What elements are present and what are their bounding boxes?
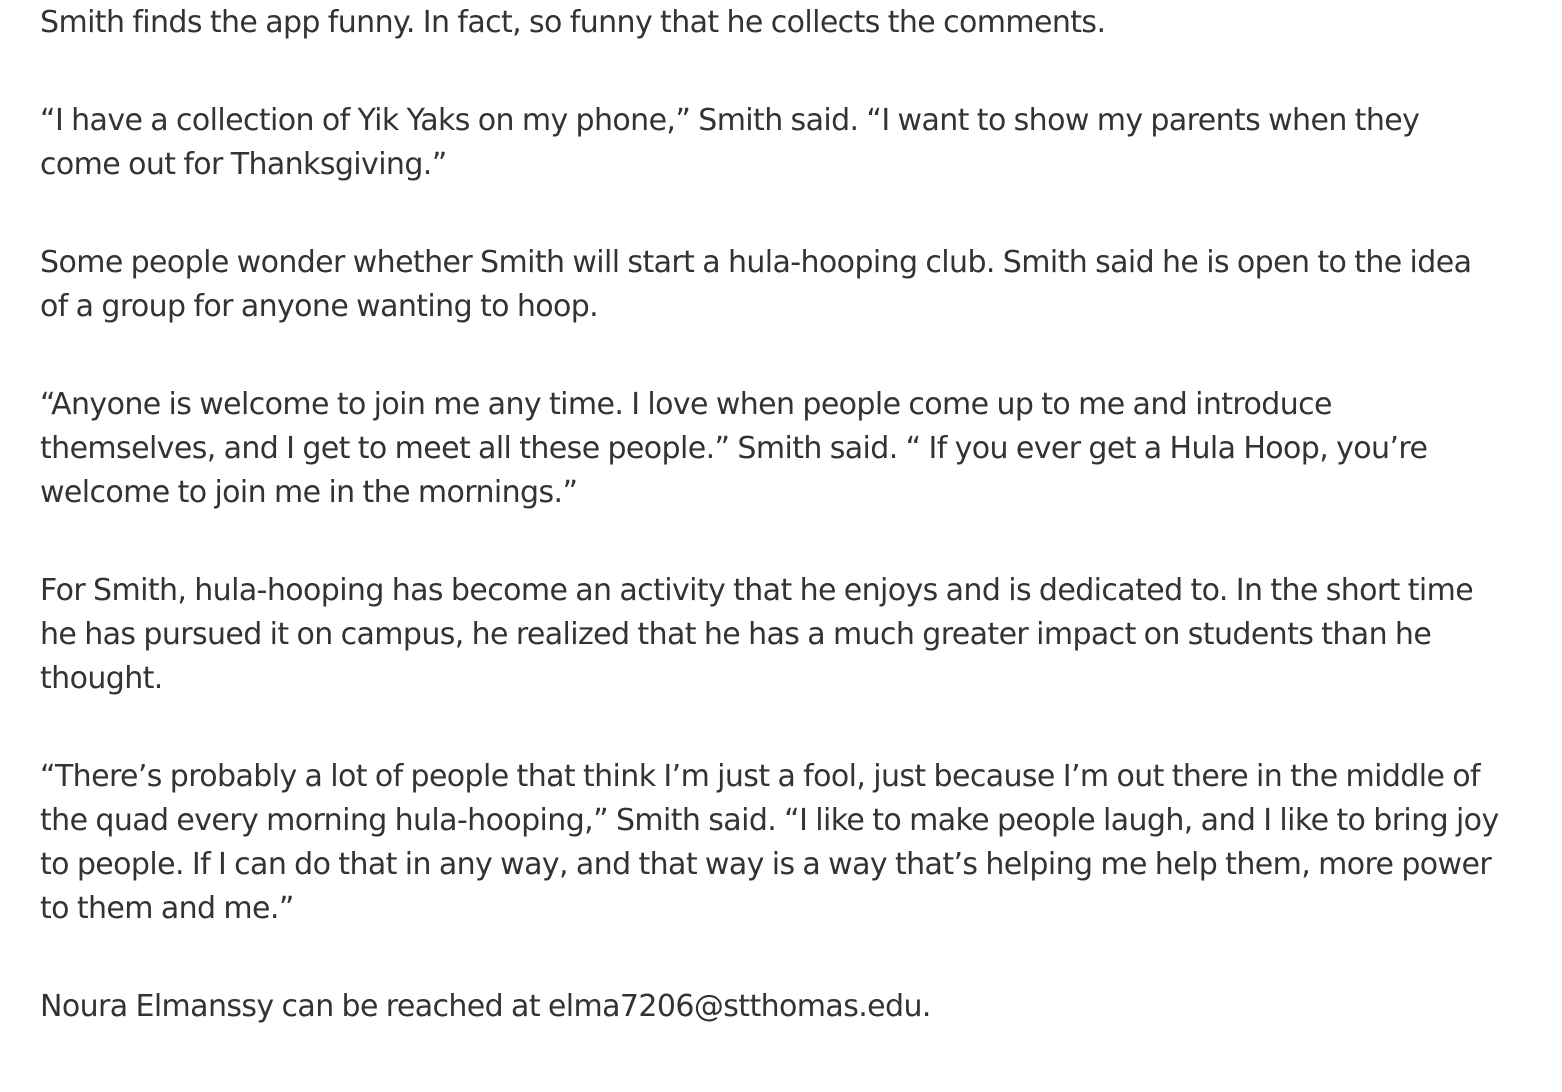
paragraph-app-funny: Smith finds the app funny. In fact, so funny that he collects the comments. (40, 5, 1106, 40)
paragraph-hula-club: Some people wonder whether Smith will start a hula-hooping club. Smith said he is open to the idea of a group for anyone wanting to hoop. (40, 245, 1472, 324)
paragraph-yik-yak-quote: “I have a collection of Yik Yaks on my phone,” Smith said. “I want to show my parents when they come out for Thanksgiving.” (40, 103, 1420, 182)
paragraph-impact: For Smith, hula-hooping has become an activity that he enjoys and is dedicated to. In the short time he has pursued it on campus, he realized that he has a much greater impact on students than he thought. (40, 573, 1474, 696)
paragraph-joy-quote: “There’s probably a lot of people that think I’m just a fool, just because I’m out there in the middle of the quad every morning hula-hooping,” Smith said. “I like to make people laugh, and I like to bring joy to people. If I can do that in any way, and that way is a way that’s helping me help them, more power to them and me.” (40, 759, 1499, 926)
author-contact: Noura Elmanssy can be reached at elma7206@stthomas.edu. (40, 989, 931, 1024)
paragraph-welcome-quote: “Anyone is welcome to join me any time. I love when people come up to me and introduce themselves, and I get to meet all these people.” Smith said. “ If you ever get a Hula Hoop, you’re welcome to join me in the mornings.” (40, 387, 1428, 510)
